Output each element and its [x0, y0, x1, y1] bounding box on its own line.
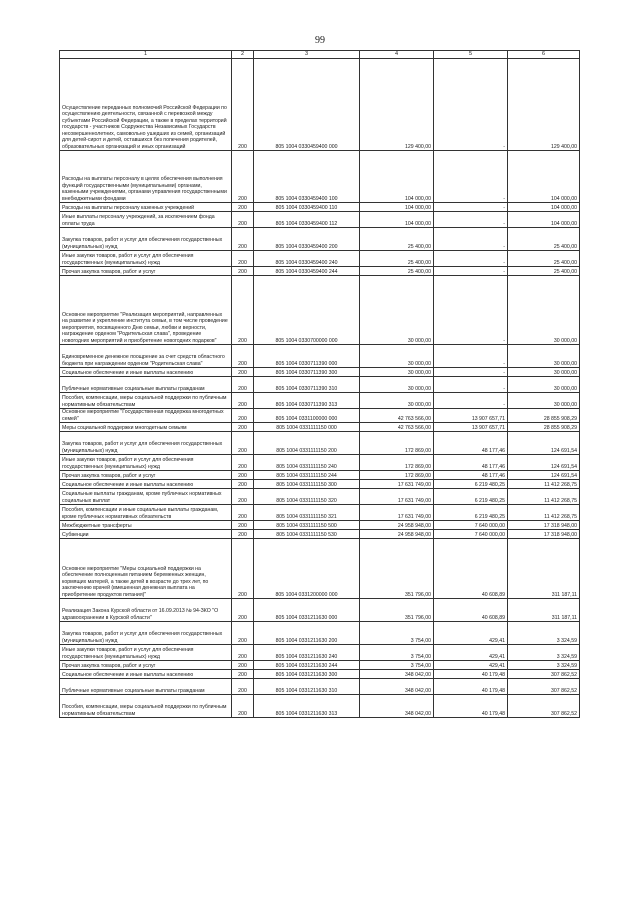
row-approved-amount-cell: 351 796,00 [360, 539, 434, 599]
row-unexecuted-amount-cell: 124 691,54 [508, 432, 580, 455]
row-line-code-cell: 200 [232, 368, 254, 377]
row-name-cell: Межбюджетные трансферты [60, 521, 232, 530]
row-unexecuted-amount-cell: 311 187,11 [508, 599, 580, 622]
row-line-code-cell: 200 [232, 455, 254, 471]
row-approved-amount-cell: 30 000,00 [360, 393, 434, 409]
row-unexecuted-amount-cell: 307 862,52 [508, 679, 580, 695]
row-budget-classification-cell: 805 1004 0330459400 244 [254, 267, 360, 276]
row-executed-amount-cell: - [434, 203, 508, 212]
row-name-cell: Публичные нормативные социальные выплаты гражданам [60, 679, 232, 695]
column-header: 5 [434, 51, 508, 59]
row-budget-classification-cell: 805 1004 0331211630 300 [254, 670, 360, 679]
row-executed-amount-cell: - [434, 276, 508, 345]
row-budget-classification-cell: 805 1004 0330711390 300 [254, 368, 360, 377]
row-unexecuted-amount-cell: 11 412 268,75 [508, 505, 580, 521]
row-executed-amount-cell: - [434, 393, 508, 409]
row-budget-classification-cell: 805 1004 0330459400 200 [254, 228, 360, 251]
row-executed-amount-cell: - [434, 151, 508, 203]
row-approved-amount-cell: 42 763 566,00 [360, 409, 434, 423]
row-line-code-cell: 200 [232, 409, 254, 423]
row-executed-amount-cell: 40 179,48 [434, 695, 508, 718]
table-row [60, 480, 580, 489]
row-approved-amount-cell: 42 763 566,00 [360, 423, 434, 432]
row-executed-amount-cell: 6 219 480,25 [434, 505, 508, 521]
row-approved-amount-cell: 25 400,00 [360, 228, 434, 251]
row-approved-amount-cell: 348 042,00 [360, 679, 434, 695]
row-approved-amount-cell: 3 754,00 [360, 622, 434, 645]
row-approved-amount-cell: 172 869,00 [360, 455, 434, 471]
row-name-cell: Единовременное денежное поощрение за счет средств областного бюджета при награждении орденом "Родительская слава" [60, 345, 232, 368]
row-name-cell: Пособия, компенсации, меры социальной поддержки по публичным нормативным обязательствам [60, 695, 232, 718]
row-approved-amount-cell: 25 400,00 [360, 251, 434, 267]
row-line-code-cell: 200 [232, 393, 254, 409]
row-budget-classification-cell: 805 1004 0331111150 320 [254, 489, 360, 505]
row-executed-amount-cell: - [434, 59, 508, 151]
table-row [60, 670, 580, 679]
table-row [60, 489, 580, 505]
row-executed-amount-cell: 48 177,46 [434, 455, 508, 471]
row-budget-classification-cell: 805 1004 0331211630 313 [254, 695, 360, 718]
table-row [60, 59, 580, 151]
row-approved-amount-cell: 17 631 749,00 [360, 505, 434, 521]
row-name-cell: Иные выплаты персоналу учреждений, за исключением фонда оплаты труда [60, 212, 232, 228]
table-row [60, 251, 580, 267]
row-approved-amount-cell: 3 754,00 [360, 661, 434, 670]
row-line-code-cell: 200 [232, 645, 254, 661]
table-row [60, 505, 580, 521]
row-budget-classification-cell: 805 1004 0331100000 000 [254, 409, 360, 423]
row-unexecuted-amount-cell: 307 862,52 [508, 695, 580, 718]
row-budget-classification-cell: 805 1004 0330711390 000 [254, 345, 360, 368]
row-line-code-cell: 200 [232, 661, 254, 670]
row-line-code-cell: 200 [232, 267, 254, 276]
row-executed-amount-cell: - [434, 368, 508, 377]
table-row [60, 455, 580, 471]
row-name-cell: Публичные нормативные социальные выплаты гражданам [60, 377, 232, 393]
page-number: 99 [315, 35, 325, 46]
row-budget-classification-cell: 805 1004 0330459400 240 [254, 251, 360, 267]
row-executed-amount-cell: 7 640 000,00 [434, 530, 508, 539]
row-executed-amount-cell: 48 177,46 [434, 471, 508, 480]
row-unexecuted-amount-cell: 25 400,00 [508, 228, 580, 251]
row-line-code-cell: 200 [232, 345, 254, 368]
row-executed-amount-cell: 48 177,46 [434, 432, 508, 455]
row-line-code-cell: 200 [232, 59, 254, 151]
row-unexecuted-amount-cell: 30 000,00 [508, 276, 580, 345]
row-unexecuted-amount-cell: 307 862,52 [508, 670, 580, 679]
row-executed-amount-cell: 6 219 480,25 [434, 489, 508, 505]
row-executed-amount-cell: 429,41 [434, 645, 508, 661]
table-row [60, 695, 580, 718]
row-budget-classification-cell: 805 1004 0330459400 000 [254, 59, 360, 151]
row-unexecuted-amount-cell: 3 324,59 [508, 661, 580, 670]
row-line-code-cell: 200 [232, 423, 254, 432]
row-budget-classification-cell: 805 1004 0330711390 313 [254, 393, 360, 409]
table-row [60, 521, 580, 530]
row-line-code-cell: 200 [232, 695, 254, 718]
row-approved-amount-cell: 348 042,00 [360, 695, 434, 718]
table-row [60, 432, 580, 455]
row-name-cell: Социальное обеспечение и иные выплаты населению [60, 670, 232, 679]
row-executed-amount-cell: 13 907 657,71 [434, 423, 508, 432]
row-name-cell: Прочая закупка товаров, работ и услуг [60, 471, 232, 480]
row-line-code-cell: 200 [232, 432, 254, 455]
table-row [60, 345, 580, 368]
row-line-code-cell: 200 [232, 276, 254, 345]
row-name-cell: Меры социальной поддержки многодетным семьям [60, 423, 232, 432]
table-row [60, 393, 580, 409]
header-row [60, 51, 580, 59]
row-budget-classification-cell: 805 1004 0331111150 300 [254, 480, 360, 489]
row-unexecuted-amount-cell: 17 318 948,00 [508, 530, 580, 539]
row-budget-classification-cell: 805 1004 0331111150 530 [254, 530, 360, 539]
row-budget-classification-cell: 805 1004 0330459400 112 [254, 212, 360, 228]
row-unexecuted-amount-cell: 311 187,11 [508, 539, 580, 599]
column-header: 2 [232, 51, 254, 59]
row-unexecuted-amount-cell: 11 412 268,75 [508, 489, 580, 505]
row-name-cell: Прочая закупка товаров, работ и услуг [60, 661, 232, 670]
row-name-cell: Закупка товаров, работ и услуг для обеспечения государственных (муниципальных) нужд [60, 228, 232, 251]
table-row [60, 203, 580, 212]
row-executed-amount-cell: 40 608,89 [434, 539, 508, 599]
column-header: 6 [508, 51, 580, 59]
row-approved-amount-cell: 24 958 948,00 [360, 521, 434, 530]
row-executed-amount-cell: - [434, 251, 508, 267]
row-executed-amount-cell: - [434, 212, 508, 228]
row-name-cell: Субвенции [60, 530, 232, 539]
row-budget-classification-cell: 805 1004 0331211630 244 [254, 661, 360, 670]
table-row [60, 267, 580, 276]
table-row [60, 368, 580, 377]
row-unexecuted-amount-cell: 28 855 908,29 [508, 423, 580, 432]
row-name-cell: Пособия, компенсации и иные социальные выплаты гражданам, кроме публичных нормативных обязательств [60, 505, 232, 521]
row-approved-amount-cell: 30 000,00 [360, 368, 434, 377]
row-executed-amount-cell: - [434, 267, 508, 276]
row-approved-amount-cell: 129 400,00 [360, 59, 434, 151]
row-line-code-cell: 200 [232, 212, 254, 228]
row-executed-amount-cell: - [434, 377, 508, 393]
row-line-code-cell: 200 [232, 480, 254, 489]
row-budget-classification-cell: 805 1004 0331111150 000 [254, 423, 360, 432]
row-unexecuted-amount-cell: 124 691,54 [508, 471, 580, 480]
row-approved-amount-cell: 24 958 948,00 [360, 530, 434, 539]
table-row [60, 423, 580, 432]
table-row [60, 599, 580, 622]
row-name-cell: Основное мероприятие "Реализация мероприятий, направленных на развитие и укрепление института семьи, в том числе проведение мероприятия, посвященного Дню семьи, любви и верности, награждение орденом "Родительская слава", проведение новогодних мероприятий и приобретение новогодних подарков" [60, 276, 232, 345]
row-line-code-cell: 200 [232, 377, 254, 393]
row-budget-classification-cell: 805 1004 0330700000 000 [254, 276, 360, 345]
row-approved-amount-cell: 172 869,00 [360, 471, 434, 480]
row-budget-classification-cell: 805 1004 0331111150 240 [254, 455, 360, 471]
row-name-cell: Основное мероприятие "Меры социальной поддержки на обеспечение полноценным питанием беременных женщин, кормящих матерей, а также детей в возрасте до трех лет, по заключению врачей (вмешенная денежная выплата на приобретение продуктов питания)" [60, 539, 232, 599]
table-body [60, 59, 580, 718]
row-budget-classification-cell: 805 1004 0331211630 000 [254, 599, 360, 622]
row-name-cell: Социальные выплаты гражданам, кроме публичных нормативных социальных выплат [60, 489, 232, 505]
row-budget-classification-cell: 805 1004 0330711390 310 [254, 377, 360, 393]
row-name-cell: Социальное обеспечение и иные выплаты населению [60, 480, 232, 489]
row-name-cell: Основное мероприятие "Государственная поддержка многодетных семей" [60, 409, 232, 423]
budget-execution-table [59, 50, 580, 718]
row-line-code-cell: 200 [232, 622, 254, 645]
row-unexecuted-amount-cell: 104 000,00 [508, 212, 580, 228]
row-name-cell: Иные закупки товаров, работ и услуг для обеспечения государственных (муниципальных) нужд [60, 645, 232, 661]
row-unexecuted-amount-cell: 30 000,00 [508, 393, 580, 409]
row-approved-amount-cell: 30 000,00 [360, 276, 434, 345]
column-header: 1 [60, 51, 232, 59]
table-row [60, 212, 580, 228]
column-header: 3 [254, 51, 360, 59]
row-unexecuted-amount-cell: 104 000,00 [508, 203, 580, 212]
row-approved-amount-cell: 17 631 749,00 [360, 480, 434, 489]
row-approved-amount-cell: 348 042,00 [360, 670, 434, 679]
row-line-code-cell: 200 [232, 521, 254, 530]
row-budget-classification-cell: 805 1004 0331111150 321 [254, 505, 360, 521]
table-row [60, 661, 580, 670]
row-approved-amount-cell: 172 869,00 [360, 432, 434, 455]
table-row [60, 679, 580, 695]
row-approved-amount-cell: 104 000,00 [360, 212, 434, 228]
row-budget-classification-cell: 805 1004 0330459400 110 [254, 203, 360, 212]
table-row [60, 151, 580, 203]
row-budget-classification-cell: 805 1004 0331211630 310 [254, 679, 360, 695]
row-line-code-cell: 200 [232, 599, 254, 622]
row-budget-classification-cell: 805 1004 0331111150 500 [254, 521, 360, 530]
row-name-cell: Закупка товаров, работ и услуг для обеспечения государственных (муниципальных) нужд [60, 622, 232, 645]
row-unexecuted-amount-cell: 30 000,00 [508, 377, 580, 393]
table-row [60, 409, 580, 423]
row-executed-amount-cell: 13 907 657,71 [434, 409, 508, 423]
row-unexecuted-amount-cell: 11 412 268,75 [508, 480, 580, 489]
row-budget-classification-cell: 805 1004 0331111150 200 [254, 432, 360, 455]
row-executed-amount-cell: 7 640 000,00 [434, 521, 508, 530]
row-unexecuted-amount-cell: 30 000,00 [508, 368, 580, 377]
row-name-cell: Реализация Закона Курской области от 16.09.2013 № 94-ЗКО "О здравоохранении в Курской области" [60, 599, 232, 622]
table-row [60, 228, 580, 251]
row-unexecuted-amount-cell: 25 400,00 [508, 251, 580, 267]
row-line-code-cell: 200 [232, 151, 254, 203]
column-header: 4 [360, 51, 434, 59]
row-executed-amount-cell: 40 179,48 [434, 679, 508, 695]
row-budget-classification-cell: 805 1004 0331211630 200 [254, 622, 360, 645]
row-approved-amount-cell: 17 631 749,00 [360, 489, 434, 505]
row-approved-amount-cell: 104 000,00 [360, 151, 434, 203]
table-row [60, 539, 580, 599]
table-row [60, 377, 580, 393]
row-approved-amount-cell: 351 796,00 [360, 599, 434, 622]
row-name-cell: Иные закупки товаров, работ и услуг для обеспечения государственных (муниципальных) нужд [60, 251, 232, 267]
row-name-cell: Социальное обеспечение и иные выплаты населению [60, 368, 232, 377]
row-unexecuted-amount-cell: 129 400,00 [508, 59, 580, 151]
row-name-cell: Расходы на выплаты персоналу в целях обеспечения выполнения функций государственными (муниципальными) органами, казенными учреждениями, органами управления государственными внебюджетными фондами [60, 151, 232, 203]
row-line-code-cell: 200 [232, 471, 254, 480]
table-row [60, 530, 580, 539]
row-unexecuted-amount-cell: 30 000,00 [508, 345, 580, 368]
table-row [60, 645, 580, 661]
row-name-cell: Закупка товаров, работ и услуг для обеспечения государственных (муниципальных) нужд [60, 432, 232, 455]
row-approved-amount-cell: 25 400,00 [360, 267, 434, 276]
row-approved-amount-cell: 104 000,00 [360, 203, 434, 212]
row-line-code-cell: 200 [232, 670, 254, 679]
row-approved-amount-cell: 3 754,00 [360, 645, 434, 661]
table-row [60, 276, 580, 345]
row-executed-amount-cell: 6 219 480,25 [434, 480, 508, 489]
table-row [60, 471, 580, 480]
row-unexecuted-amount-cell: 17 318 948,00 [508, 521, 580, 530]
row-line-code-cell: 200 [232, 489, 254, 505]
row-line-code-cell: 200 [232, 530, 254, 539]
row-executed-amount-cell: 429,41 [434, 661, 508, 670]
row-line-code-cell: 200 [232, 251, 254, 267]
row-approved-amount-cell: 30 000,00 [360, 345, 434, 368]
row-line-code-cell: 200 [232, 679, 254, 695]
row-name-cell: Осуществление переданных полномочий Российской Федерации по осуществлению деятельности, связанной с перевозкой между субъектами Российской Федерации, а также в пределах территорий государств - участников Содружества Независимых Государств несовершеннолетних, самовольно ушедших из семей, организаций для детей-сирот и детей, оставшихся без попечения родителей, образовательных организаций и иных организаций [60, 59, 232, 151]
row-name-cell: Прочая закупка товаров, работ и услуг [60, 267, 232, 276]
row-budget-classification-cell: 805 1004 0331200000 000 [254, 539, 360, 599]
row-unexecuted-amount-cell: 124 691,54 [508, 455, 580, 471]
row-executed-amount-cell: - [434, 228, 508, 251]
table-row [60, 622, 580, 645]
row-budget-classification-cell: 805 1004 0331211630 240 [254, 645, 360, 661]
row-budget-classification-cell: 805 1004 0330459400 100 [254, 151, 360, 203]
row-line-code-cell: 200 [232, 203, 254, 212]
row-executed-amount-cell: - [434, 345, 508, 368]
row-executed-amount-cell: 429,41 [434, 622, 508, 645]
row-name-cell: Пособия, компенсации, меры социальной поддержки по публичным нормативным обязательствам [60, 393, 232, 409]
row-line-code-cell: 200 [232, 505, 254, 521]
row-name-cell: Расходы на выплаты персоналу казенных учреждений [60, 203, 232, 212]
row-name-cell: Иные закупки товаров, работ и услуг для обеспечения государственных (муниципальных) нужд [60, 455, 232, 471]
row-executed-amount-cell: 40 179,48 [434, 670, 508, 679]
row-executed-amount-cell: 40 608,89 [434, 599, 508, 622]
row-approved-amount-cell: 30 000,00 [360, 377, 434, 393]
row-unexecuted-amount-cell: 28 855 908,29 [508, 409, 580, 423]
row-unexecuted-amount-cell: 3 324,59 [508, 622, 580, 645]
row-unexecuted-amount-cell: 104 000,00 [508, 151, 580, 203]
row-line-code-cell: 200 [232, 539, 254, 599]
row-unexecuted-amount-cell: 25 400,00 [508, 267, 580, 276]
row-line-code-cell: 200 [232, 228, 254, 251]
row-budget-classification-cell: 805 1004 0331111150 244 [254, 471, 360, 480]
row-unexecuted-amount-cell: 3 324,59 [508, 645, 580, 661]
